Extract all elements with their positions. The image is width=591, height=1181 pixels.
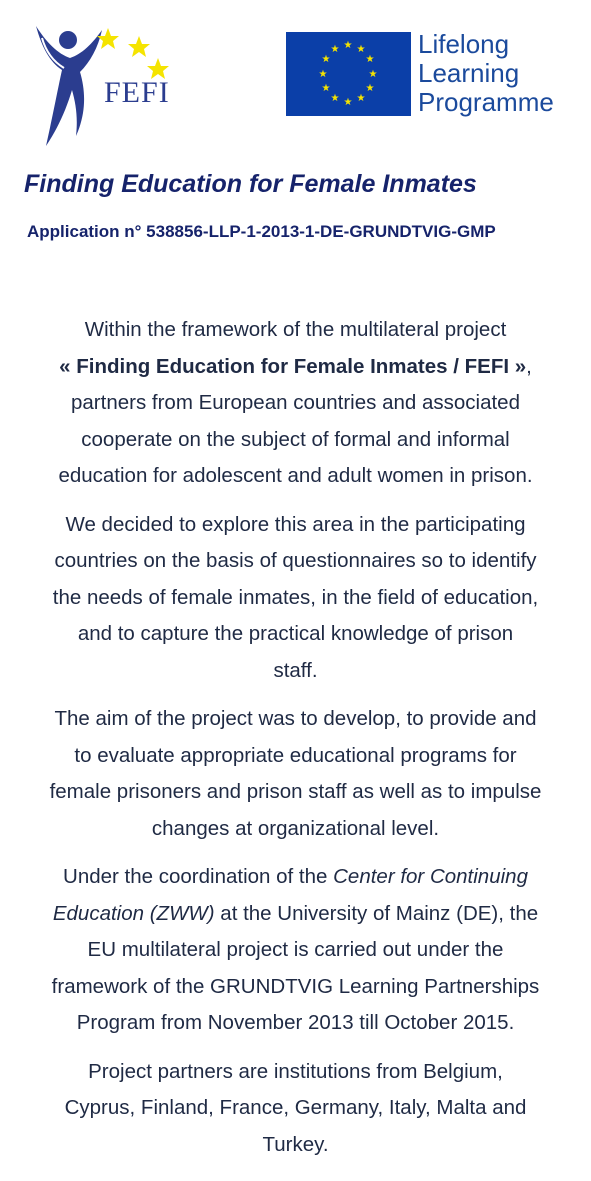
text-line: Project partners are institutions from Belgium, <box>88 1059 503 1083</box>
paragraph <box>0 859 591 1042</box>
header <box>0 0 591 160</box>
svg-text:★: ★ <box>330 44 340 55</box>
paragraph <box>0 312 591 495</box>
svg-text:★: ★ <box>356 93 366 104</box>
text-line: female prisoners and prison staff as well as to impulse <box>49 780 542 803</box>
application-number: Application n° 538856-LLP-1-2013-1-DE-GRUNDTVIG-GMP <box>27 222 496 241</box>
svg-text:★: ★ <box>365 54 375 65</box>
svg-text:★: ★ <box>365 83 375 94</box>
text-line: staff. <box>273 658 318 682</box>
text-line: Program from November 2013 till October 2015. <box>76 1011 515 1034</box>
svg-text:★: ★ <box>318 69 328 80</box>
svg-text:★: ★ <box>343 40 353 51</box>
text-fragment: , <box>526 354 532 378</box>
text-line: We decided to explore this area in the participating <box>65 512 526 536</box>
llp-line: Learning <box>418 58 520 88</box>
text-line <box>6 349 585 386</box>
body-text <box>0 312 591 1175</box>
text-line <box>6 859 585 896</box>
svg-text:★: ★ <box>321 83 331 94</box>
star-icon <box>128 36 150 57</box>
text-line: and to capture the practical knowledge of prison <box>77 622 514 645</box>
paragraph <box>0 701 591 847</box>
paragraph <box>0 507 591 690</box>
text-line: countries on the basis of questionnaires so to identify <box>54 549 537 572</box>
paragraph <box>0 1054 591 1164</box>
text-fragment: Under the coordination of the <box>63 865 334 888</box>
text-line <box>6 896 585 933</box>
text-line: to evaluate appropriate educational programs for <box>74 743 517 767</box>
text-line: Turkey. <box>262 1132 329 1156</box>
llp-line: Lifelong <box>418 29 510 59</box>
page-title: Finding Education for Female Inmates <box>24 170 477 198</box>
text-fragment: at the University of Mainz (DE), the <box>214 901 539 925</box>
text-line: framework of the GRUNDTVIG Learning Partnerships <box>51 974 540 998</box>
svg-text:★: ★ <box>368 69 378 80</box>
svg-text:★: ★ <box>343 97 353 108</box>
institution-name: Education (ZWW) <box>52 901 215 925</box>
project-name: « Finding Education for Female Inmates / FEFI » <box>59 354 527 378</box>
text-line: Within the framework of the multilateral project <box>84 318 507 341</box>
llp-wordmark <box>418 30 588 117</box>
text-line: the needs of female inmates, in the field of education, <box>52 585 539 609</box>
eu-flag-icon <box>286 32 411 116</box>
text-line: The aim of the project was to develop, to provide and <box>54 707 537 730</box>
text-line: changes at organizational level. <box>151 816 440 840</box>
fefi-wordmark: FEFI <box>104 76 170 109</box>
text-line: Cyprus, Finland, France, Germany, Italy, Malta and <box>64 1096 527 1119</box>
text-line: partners from European countries and associated <box>71 391 520 414</box>
svg-text:★: ★ <box>330 93 340 104</box>
llp-line: Programme <box>418 87 554 117</box>
text-line: cooperate on the subject of formal and informal <box>81 427 510 451</box>
svg-text:★: ★ <box>356 44 366 55</box>
institution-name: Center for Continuing <box>333 865 528 888</box>
star-icon <box>97 28 119 49</box>
text-line: education for adolescent and adult women in prison. <box>58 464 533 487</box>
svg-text:★: ★ <box>321 54 331 65</box>
text-line: EU multilateral project is carried out under the <box>87 938 504 961</box>
